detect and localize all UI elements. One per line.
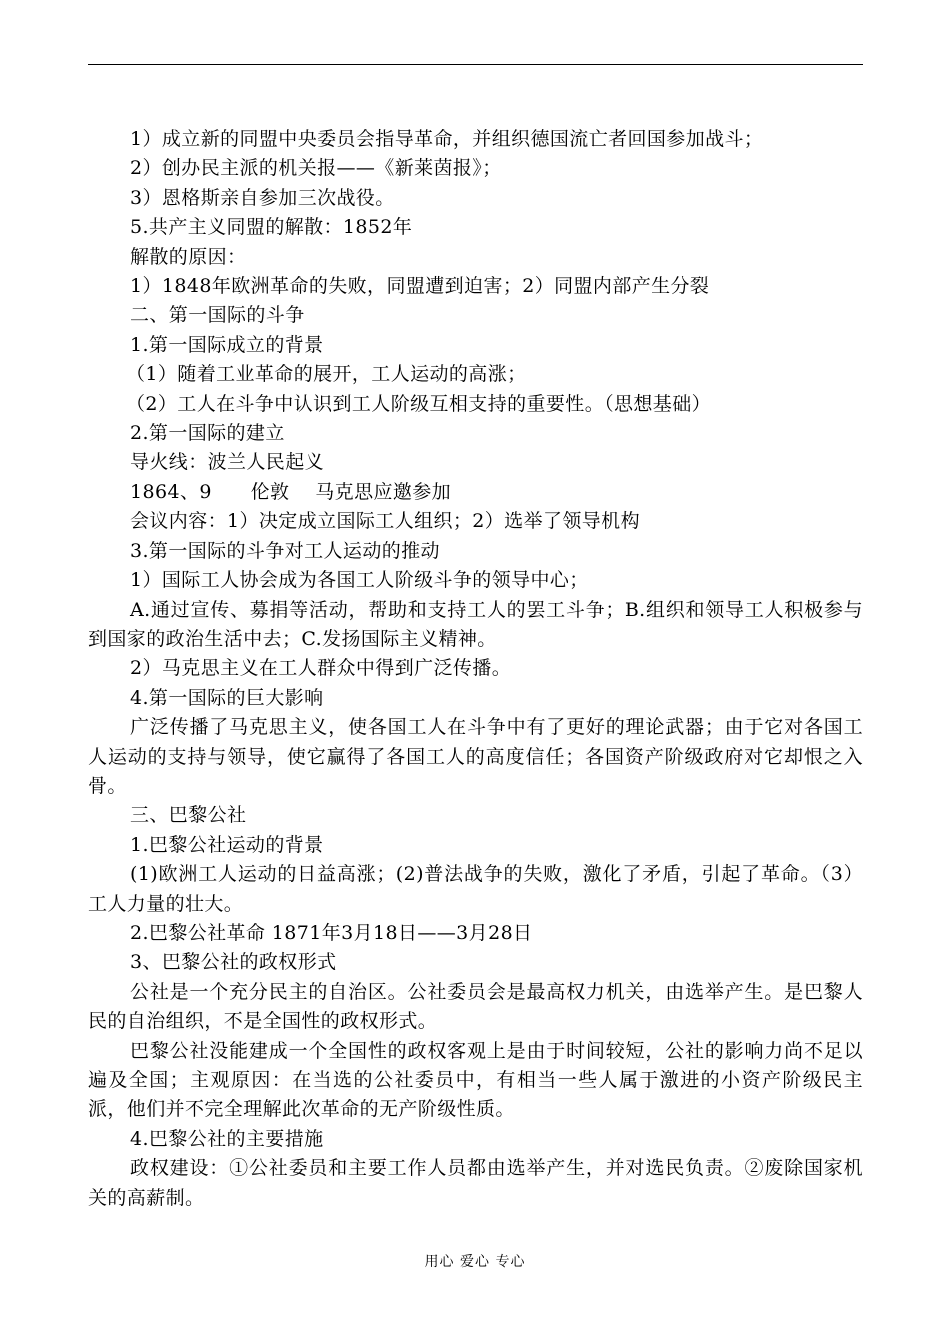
paragraph: A.通过宣传、募捐等活动，帮助和支持工人的罢工斗争；B.组织和领导工人积极参与到国家的政治生活中去；C.发扬国际主义精神。	[88, 598, 863, 650]
text-line: 2）马克思主义在工人群众中得到广泛传播。	[130, 657, 512, 680]
text-line: 5.共产主义同盟的解散：1852年	[130, 216, 413, 239]
text-line: （2）工人在斗争中认识到工人阶级互相支持的重要性。（思想基础）	[126, 392, 711, 415]
text-line: 1）1848年欧洲革命的失败，同盟遭到迫害；2）同盟内部产生分裂	[130, 275, 710, 298]
subsection-heading: 3.第一国际的斗争对工人运动的推动	[130, 539, 440, 562]
paragraph: (1)欧洲工人运动的日益高涨；(2)普法战争的失败，激化了矛盾，引起了革命。（3）工人力量的壮大。	[88, 863, 863, 915]
text-line: 1）国际工人协会成为各国工人阶级斗争的领导中心；	[130, 569, 589, 592]
document-body	[88, 125, 863, 1213]
subsection-heading: 2.巴黎公社革命 1871年3月18日——3月28日	[130, 921, 533, 944]
text-line: 3）恩格斯亲自参加三次战役。	[130, 186, 395, 209]
subsection-heading: 3、巴黎公社的政权形式	[130, 951, 337, 974]
text-line: （1）随着工业革命的展开，工人运动的高涨；	[126, 363, 527, 386]
section-heading: 三、巴黎公社	[130, 804, 247, 827]
text-line: 1）成立新的同盟中央委员会指导革命，并组织德国流亡者回国参加战斗；	[130, 128, 764, 150]
section-heading: 二、第一国际的斗争	[130, 304, 305, 327]
page-footer: 用心 爱心 专心	[424, 1254, 526, 1270]
subsection-heading: 1.第一国际成立的背景	[130, 333, 324, 356]
text-line: 2）创办民主派的机关报——《新莱茵报》；	[130, 157, 502, 180]
text-line: 1864、9 伦敦 马克思应邀参加	[130, 480, 452, 503]
subsection-heading: 4.巴黎公社的主要措施	[130, 1127, 324, 1150]
text-line: 导火线：波兰人民起义	[130, 451, 325, 474]
subsection-heading: 2.第一国际的建立	[130, 422, 285, 445]
paragraph: 广泛传播了马克思主义，使各国工人在斗争中有了更好的理论武器；由于它对各国工人运动的支持与领导，使它赢得了各国工人的高度信任；各国资产阶级政府对它却恨之入骨。	[88, 716, 863, 797]
text-line: 解散的原因：	[130, 245, 247, 268]
subsection-heading: 4.第一国际的巨大影响	[130, 686, 324, 709]
paragraph: 政权建设：①公社委员和主要工作人员都由选举产生，并对选民负责。②废除国家机关的高薪制。	[88, 1157, 863, 1209]
paragraph: 巴黎公社没能建成一个全国性的政权客观上是由于时间较短，公社的影响力尚不足以遍及全国；主观原因：在当选的公社委员中，有相当一些人属于激进的小资产阶级民主派，他们并不完全理解此次革命的无产阶级性质。	[88, 1039, 863, 1121]
header-rule	[88, 64, 863, 65]
paragraph: 公社是一个充分民主的自治区。公社委员会是最高权力机关，由选举产生。是巴黎人民的自治组织，不是全国性的政权形式。	[88, 980, 863, 1033]
subsection-heading: 1.巴黎公社运动的背景	[130, 833, 324, 856]
text-line: 会议内容：1）决定成立国际工人组织；2）选举了领导机构	[130, 510, 640, 533]
